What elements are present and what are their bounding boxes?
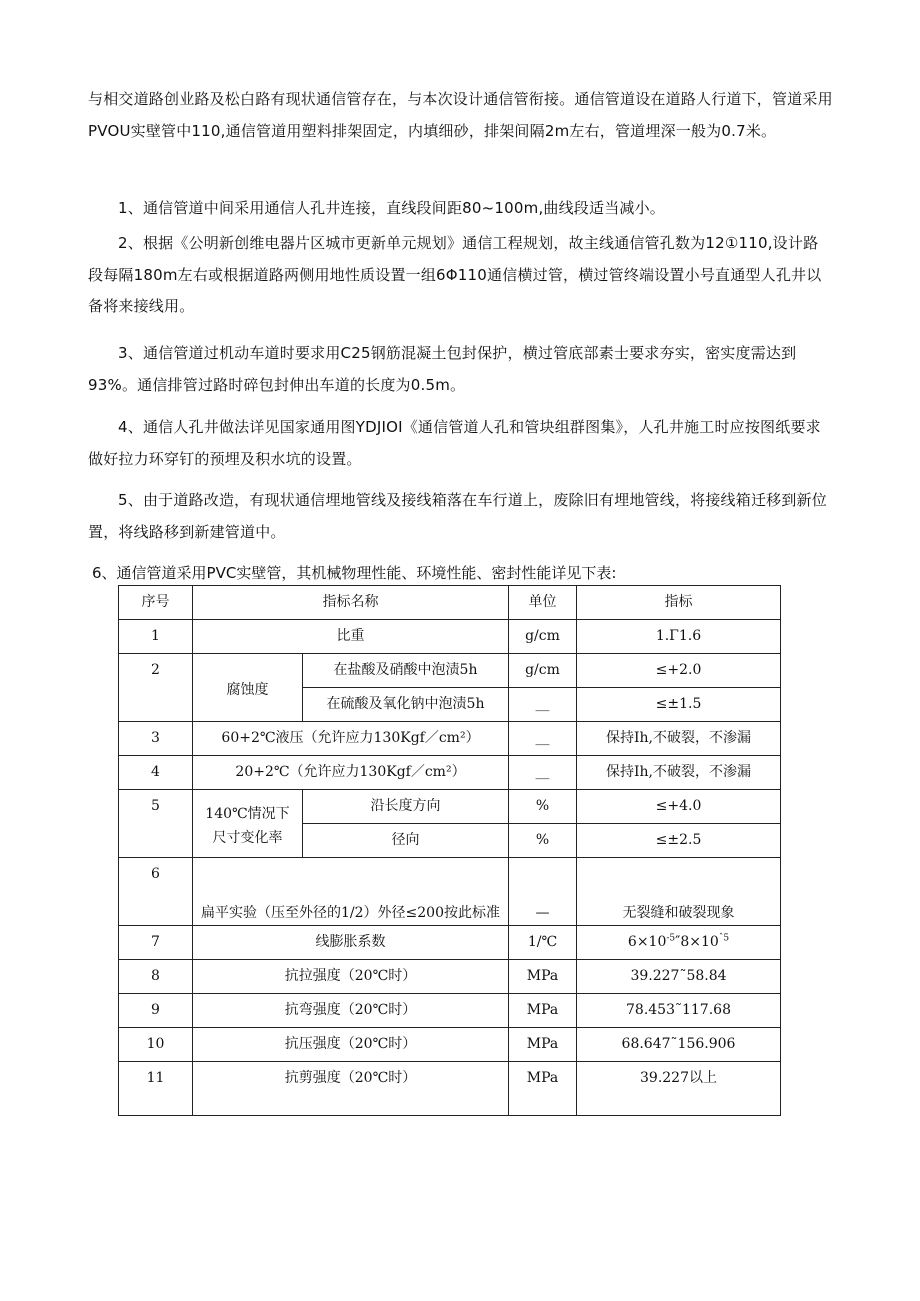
- cell-name: 抗拉强度（20℃时）: [193, 960, 509, 994]
- cell-value: 保持Ih,不破裂，不渗漏: [577, 756, 781, 790]
- value-part: ″8×10: [675, 934, 719, 950]
- cell-no: 1: [119, 620, 193, 654]
- cell-value: [577, 926, 781, 960]
- cell-value: 78.453˜117.68: [577, 994, 781, 1028]
- cell-subname: 沿长度方向: [303, 790, 509, 824]
- value-exponent: -5: [666, 933, 676, 944]
- table-row: [119, 960, 781, 994]
- table-row: [119, 994, 781, 1028]
- cell-unit: MPa: [509, 994, 577, 1028]
- table-header-row: [119, 586, 781, 620]
- cell-value: 保持Ih,不破裂，不渗漏: [577, 722, 781, 756]
- cell-value: ≤+4.0: [577, 790, 781, 824]
- table-row: [119, 756, 781, 790]
- cell-name: 线膨胀系数: [193, 926, 509, 960]
- cell-name: 比重: [193, 620, 509, 654]
- cell-unit: g/cm: [509, 620, 577, 654]
- cell-unit: MPa: [509, 1028, 577, 1062]
- cell-group: 140℃情况下尺寸变化率: [193, 790, 303, 858]
- cell-no: 3: [119, 722, 193, 756]
- item-2-paragraph: 2、根据《公明新创维电器片区城市更新单元规划》通信工程规划，故主线通信管孔数为12①110,设计路段每隔180m左右或根据道路两侧用地性质设置一组6Φ110通信横过管，横过管终端设置小号直通型人孔井以备将来接线用。: [88, 234, 822, 315]
- cell-value: 68.647˜156.906: [577, 1028, 781, 1062]
- cell-value: 39.227˜58.84: [577, 960, 781, 994]
- value-part: 6×10: [627, 934, 667, 950]
- cell-name: 20+2℃（允许应力130Kgf／cm²）: [193, 756, 509, 790]
- cell-no: 5: [119, 790, 193, 858]
- cell-unit: %: [509, 824, 577, 858]
- cell-unit: g/cm: [509, 654, 577, 688]
- pvc-spec-table: [118, 585, 781, 1116]
- cell-value: ≤±2.5: [577, 824, 781, 858]
- item-5-paragraph: 5、由于道路改造，有现状通信埋地管线及接线箱落在车行道上，废除旧有埋地管线，将接线箱迁移到新位置，将线路移到新建管道中。: [88, 491, 827, 541]
- item-1-paragraph: 1、通信管道中间采用通信人孔井连接，直线段间距80~100m,曲线段适当减小。: [118, 199, 666, 217]
- cell-no: 4: [119, 756, 193, 790]
- cell-unit: MPa: [509, 1062, 577, 1116]
- cell-unit: —: [509, 858, 577, 926]
- cell-value: 无裂缝和破裂现象: [577, 858, 781, 926]
- table-row: [119, 926, 781, 960]
- cell-unit: __: [509, 756, 577, 790]
- cell-unit: __: [509, 688, 577, 722]
- table-row: [119, 790, 781, 824]
- table-row: [119, 620, 781, 654]
- cell-subname: 在盐酸及硝酸中泡渍5h: [303, 654, 509, 688]
- cell-unit: MPa: [509, 960, 577, 994]
- cell-name: 抗弯强度（20℃时）: [193, 994, 509, 1028]
- header-unit: 单位: [509, 586, 577, 620]
- table-row: [119, 858, 781, 926]
- header-value: 指标: [577, 586, 781, 620]
- cell-value: ≤+2.0: [577, 654, 781, 688]
- cell-name: 扁平实验（压至外径的1/2）外径≤200按此标准: [193, 858, 509, 926]
- cell-name: 抗剪强度（20℃时）: [193, 1062, 509, 1116]
- table-row: [119, 654, 781, 688]
- cell-no: 10: [119, 1028, 193, 1062]
- value-exponent: ˆ5: [718, 933, 730, 944]
- table-row: [119, 722, 781, 756]
- cell-unit: 1/℃: [509, 926, 577, 960]
- cell-no: 9: [119, 994, 193, 1028]
- header-no: 序号: [119, 586, 193, 620]
- item-4-paragraph: 4、通信人孔井做法详见国家通用图YDJIOI《通信管道人孔和管块组群图集》，人孔井施工时应按图纸要求做好拉力环穿钉的预埋及积水坑的设置。: [88, 418, 821, 468]
- cell-subname: 径向: [303, 824, 509, 858]
- cell-group: 腐蚀度: [193, 654, 303, 722]
- intro-paragraph: 与相交道路创业路及松白路有现状通信管存在，与本次设计通信管衔接。通信管道设在道路人行道下，管道采用PVOU实壁管中110,通信管道用塑料排架固定，内填细砂，排架间隔2m左右，管道埋深一般为0.7米。: [88, 90, 833, 140]
- cell-subname: 在硫酸及氧化钠中泡渍5h: [303, 688, 509, 722]
- cell-no: 6: [119, 858, 193, 926]
- cell-value: 39.227以上: [577, 1062, 781, 1116]
- cell-unit: __: [509, 722, 577, 756]
- cell-unit: %: [509, 790, 577, 824]
- cell-no: 7: [119, 926, 193, 960]
- table-caption: 6、通信管道采用PVC实壁管，其机械物理性能、环境性能、密封性能详见下表:: [92, 564, 617, 582]
- cell-name: 60+2℃液压（允许应力130Kgf／cm²）: [193, 722, 509, 756]
- table-row: [119, 1028, 781, 1062]
- cell-no: 8: [119, 960, 193, 994]
- item-3-paragraph: 3、通信管道过机动车道时要求用C25钢筋混凝土包封保护，横过管底部素士要求夯实，密实度需达到93%。通信排管过路时碎包封伸出车道的长度为0.5m。: [88, 344, 797, 394]
- table-row: [119, 1062, 781, 1116]
- cell-name: 抗压强度（20℃时）: [193, 1028, 509, 1062]
- cell-no: 11: [119, 1062, 193, 1116]
- header-name: 指标名称: [193, 586, 509, 620]
- cell-value: 1.Γ1.6: [577, 620, 781, 654]
- cell-value: ≤±1.5: [577, 688, 781, 722]
- cell-no: 2: [119, 654, 193, 722]
